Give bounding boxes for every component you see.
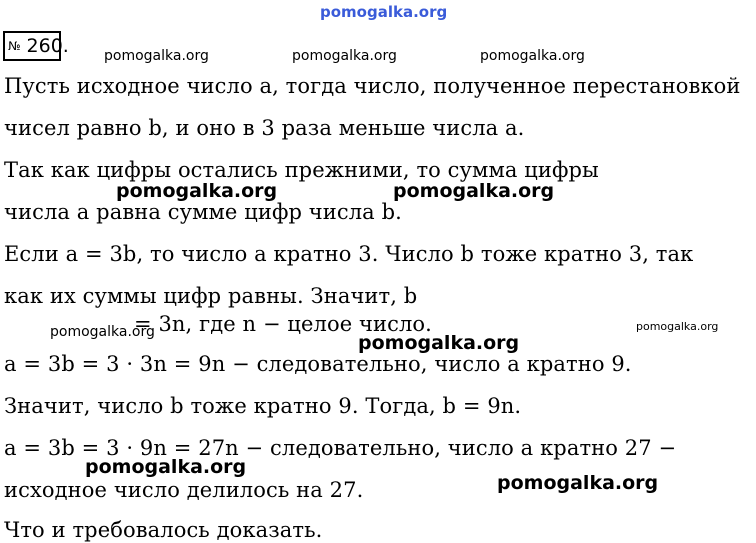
watermark-top: pomogalka.org [320, 3, 448, 21]
problem-number-value: 260. [26, 35, 69, 57]
text-line-4: числа a равна сумме цифр числа b. [4, 200, 402, 224]
text-line-5: Если a = 3b, то число a кратно 3. Число b тоже кратно 3, так [4, 242, 694, 266]
watermark-9: pomogalka.org [85, 456, 247, 478]
text-line-11: исходное число делилось на 27. [4, 478, 364, 502]
watermark-2: pomogalka.org [292, 48, 397, 64]
text-line-7: = 3n, где n − целое число. [134, 312, 432, 336]
text-line-8: a = 3b = 3 · 3n = 9n − следовательно, число a кратно 9. [4, 352, 632, 376]
watermark-5: pomogalka.org [393, 180, 555, 202]
text-line-2: чисел равно b, и оно в 3 раза меньше числа a. [4, 116, 525, 140]
text-line-12: Что и требовалось доказать. [4, 518, 323, 542]
number-sign: № [8, 39, 21, 53]
problem-number [3, 31, 69, 61]
watermark-4: pomogalka.org [116, 180, 278, 202]
watermark-10: pomogalka.org [497, 472, 659, 494]
text-line-1: Пусть исходное число a, тогда число, полученное перестановкой [4, 74, 741, 98]
text-line-10: a = 3b = 3 · 9n = 27n − следовательно, число a кратно 27 − [4, 436, 677, 460]
watermark-8: pomogalka.org [358, 332, 520, 354]
watermark-7: pomogalka.org [636, 320, 719, 333]
text-line-3: Так как цифры остались прежними, то сумма цифры [4, 158, 599, 182]
watermark-1: pomogalka.org [104, 48, 209, 64]
text-line-9: Значит, число b тоже кратно 9. Тогда, b = 9n. [4, 394, 522, 418]
watermark-6: pomogalka.org [50, 324, 155, 340]
text-line-6: как их суммы цифр равны. Значит, b [4, 284, 418, 308]
watermark-3: pomogalka.org [480, 48, 585, 64]
